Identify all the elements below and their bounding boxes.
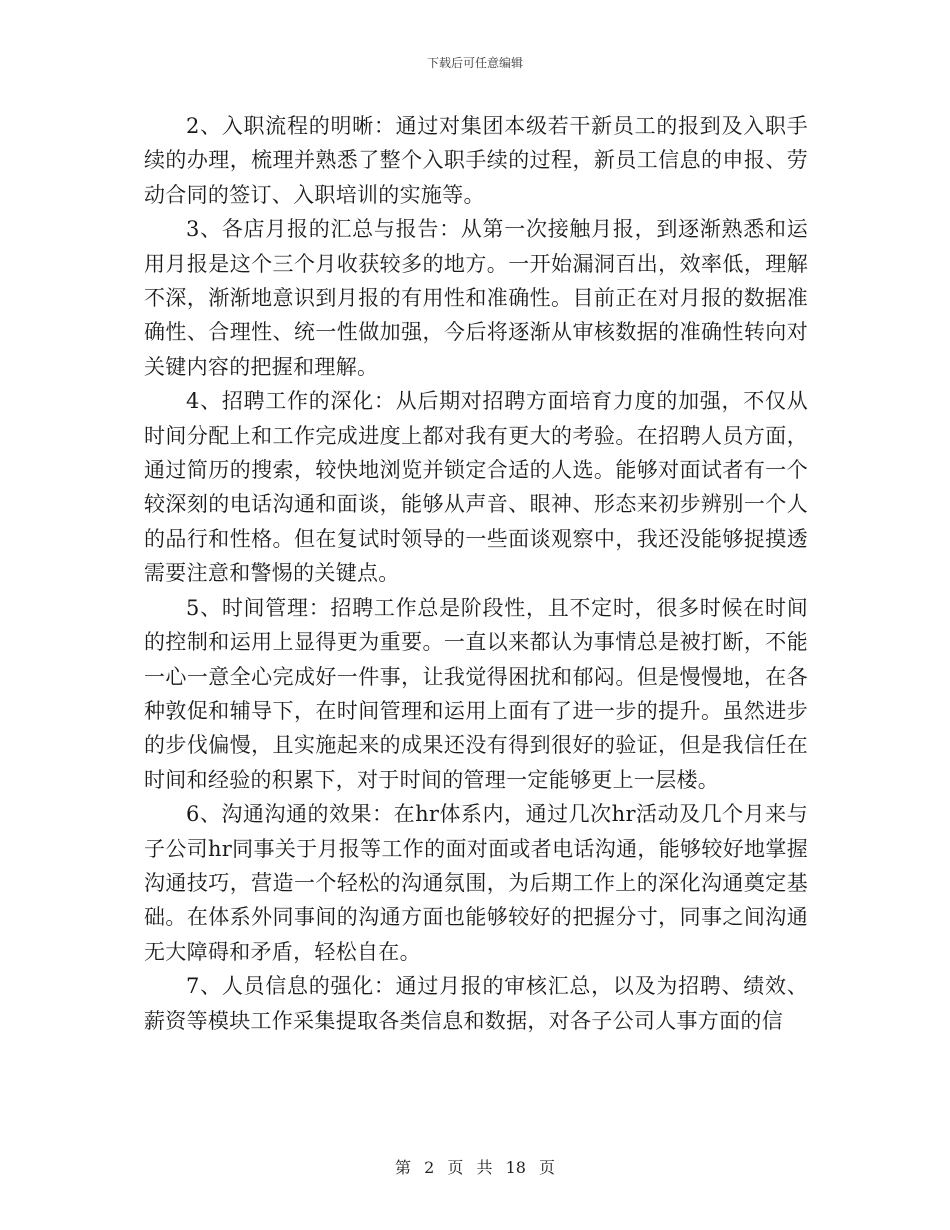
header-note: 下载后可任意编辑 — [426, 56, 523, 70]
footer-current-page: 2 — [424, 1158, 435, 1177]
paragraph-item-6: 6、沟通沟通的效果：在hr体系内，通过几次hr活动及几个月来与子公司hr同事关于月报等工作的面对面或者电话沟通，能够较好地掌握沟通技巧，营造一个轻松的沟通氛围，为后期工作上的深化沟通奠定基础。在体系外同事间的沟通方面也能够较好的把握分寸，同事之间沟通无大障碍和矛盾，轻松自在。 — [144, 802, 808, 964]
paragraph-item-4: 4、招聘工作的深化：从后期对招聘方面培育力度的加强，不仅从时间分配上和工作完成进度上都对我有更大的考验。在招聘人员方面，通过简历的搜索，较快地浏览并锁定合适的人选。能够对面试者有一个较深刻的电话沟通和面谈，能够从声音、眼神、形态来初步辨别一个人的品行和性格。但在复试时领导的一些面谈观察中，我还没能够捉摸透需要注意和警惕的关键点。 — [144, 389, 808, 586]
paragraph-item-7: 7、人员信息的强化：通过月报的审核汇总，以及为招聘、绩效、薪资等模块工作采集提取各类信息和数据，对各子公司人事方面的信 — [144, 974, 808, 1033]
paragraph-item-5: 5、时间管理：招聘工作总是阶段性，且不定时，很多时候在时间的控制和运用上显得更为重要。一直以来都认为事情总是被打断，不能一心一意全心完成好一件事，让我觉得困扰和郁闷。但是慢慢地，在各种敦促和辅导下，在时间管理和运用上面有了进一步的提升。虽然进步的步伐偏慢，且实施起来的成果还没有得到很好的验证，但是我信任在时间和经验的积累下，对于时间的管理一定能够更上一层楼。 — [144, 595, 808, 792]
paragraph-item-2: 2、入职流程的明晰：通过对集团本级若干新员工的报到及入职手续的办理，梳理并熟悉了整个入职手续的过程，新员工信息的申报、劳动合同的签订、入职培训的实施等。 — [144, 114, 808, 207]
footer-suffix: 页 — [539, 1158, 556, 1177]
footer-total-pages: 18 — [505, 1158, 526, 1177]
footer-prefix: 第 — [394, 1158, 411, 1177]
footer-total-word: 共 — [476, 1158, 493, 1177]
document-body — [144, 109, 808, 1038]
paragraph-item-3: 3、各店月报的汇总与报告：从第一次接触月报，到逐渐熟悉和运用月报是这个三个月收获较多的地方。一开始漏洞百出，效率低，理解不深，渐渐地意识到月报的有用性和准确性。目前正在对月报的数据准确性、合理性、统一性做加强，今后将逐渐从审核数据的准确性转向对关键内容的把握和理解。 — [144, 217, 808, 379]
page-number-footer — [0, 1155, 950, 1178]
footer-page-word: 页 — [447, 1158, 464, 1177]
